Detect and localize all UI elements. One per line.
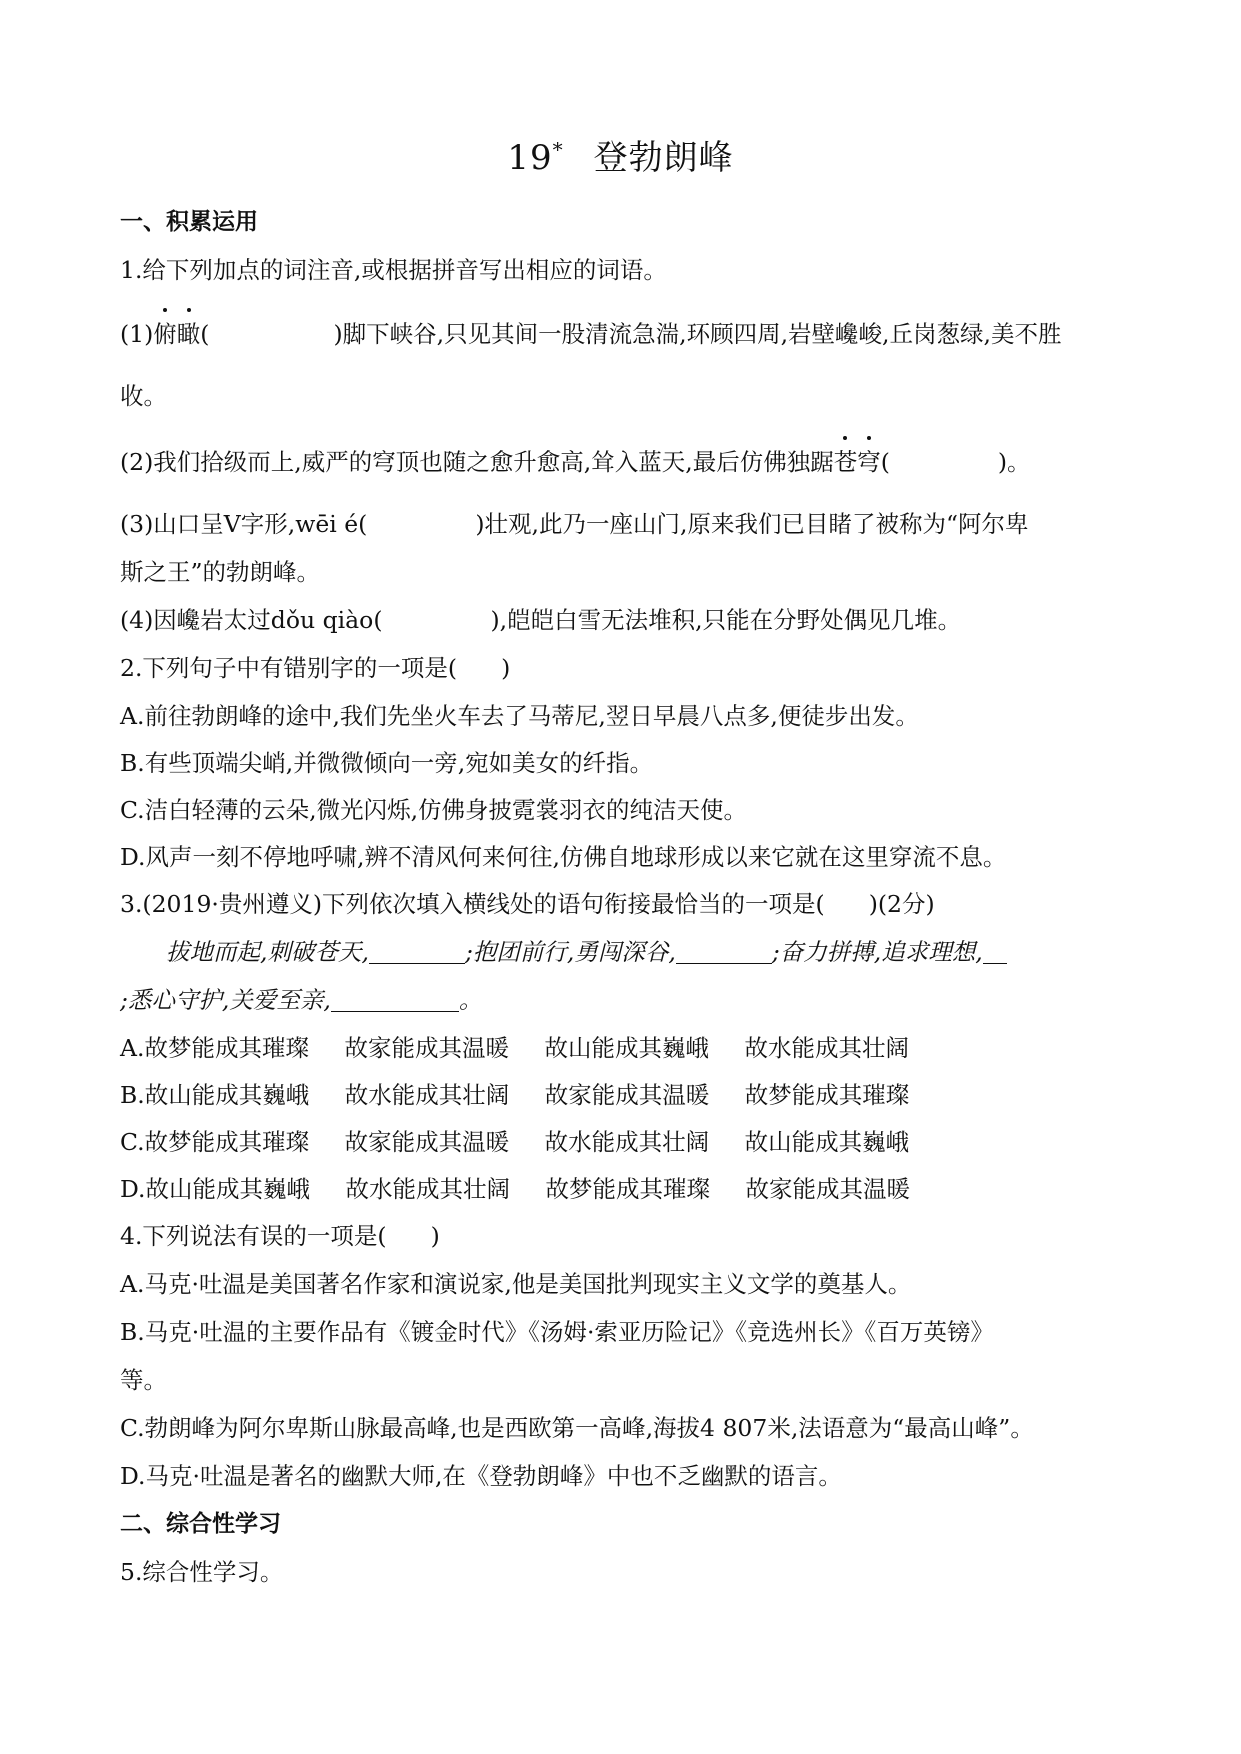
- q3-blank-3[interactable]: [983, 939, 1007, 964]
- q1-1-dotted-char-2: 瞰: [176, 320, 201, 348]
- q3-blank-4[interactable]: [331, 987, 459, 1012]
- page-title: [0, 130, 1241, 179]
- q3-stem: 3.(2019·贵州遵义)下列依次填入横线处的语句衔接最恰当的一项是( )(2分): [120, 890, 935, 918]
- q4-option-b: B.马克·吐温的主要作品有《镀金时代》《汤姆·索亚历险记》《竞选州长》《百万英镑》: [120, 1318, 994, 1346]
- q3-passage-line-1: 拔地而起,刺破苍天, ;抱团前行,勇闯深谷, ;奋力拼搏,追求理想,: [120, 936, 1176, 968]
- q2-option-b: B.有些顶端尖峭,并微微倾向一旁,宛如美女的纤指。: [120, 749, 654, 777]
- q1-stem: 1.给下列加点的词注音,或根据拼音写出相应的词语。: [120, 256, 667, 284]
- q1-1-number: (1): [120, 320, 154, 348]
- q4-option-b-wrap: 等。: [120, 1366, 167, 1394]
- q1-2-dotted-char-1: 苍: [833, 448, 858, 476]
- q1-2-number: (2): [120, 448, 154, 476]
- q1-3-text: 壮观,此乃一座山门,原来我们已目睹了被称为“阿尔卑: [484, 510, 1029, 538]
- title-star: *: [552, 137, 564, 162]
- q1-3-number: (3): [120, 510, 154, 538]
- q2-option-d: D.风声一刻不停地呼啸,辨不清风何来何往,仿佛自地球形成以来它就在这里穿流不息。: [120, 843, 1007, 871]
- q3-option-a: A.故梦能成其璀璨 故家能成其温暖 故山能成其巍峨 故水能成其壮阔: [120, 1034, 909, 1062]
- q2-option-a: A.前往勃朗峰的途中,我们先坐火车去了马蒂尼,翌日早晨八点多,便徒步出发。: [120, 702, 919, 730]
- q1-4-text: ,皑皑白雪无法堆积,只能在分野处偶见几堆。: [499, 606, 962, 634]
- q1-1-text: 脚下峡谷,只见其间一股清流急湍,环顾四周,岩壁巉峻,丘岗葱绿,美不胜: [342, 320, 1062, 348]
- q1-item-4: (4)因巉岩太过dǒu qiào( ),皑皑白雪无法堆积,只能在分野处偶见几堆。: [120, 606, 962, 634]
- title-text: 登勃朗峰: [593, 138, 734, 178]
- q1-4-number: (4): [120, 606, 154, 634]
- q3-option-d: D.故山能成其巍峨 故水能成其壮阔 故梦能成其璀璨 故家能成其温暖: [120, 1175, 910, 1203]
- q2-option-c: C.洁白轻薄的云朵,微光闪烁,仿佛身披霓裳羽衣的纯洁天使。: [120, 796, 748, 824]
- q2-stem: 2.下列句子中有错别字的一项是( ): [120, 654, 511, 682]
- q1-2-dotted-char-2: 穹: [857, 448, 881, 476]
- q3-blank-2[interactable]: [676, 939, 772, 964]
- q1-2-text: 我们拾级而上,威严的穹顶也随之愈升愈高,耸入蓝天,最后仿佛独踞: [153, 448, 834, 476]
- section-heading-2: 二、综合性学习: [120, 1511, 281, 1537]
- q5-stem: 5.综合性学习。: [120, 1558, 284, 1586]
- section-heading-1: 一、积累运用: [120, 209, 258, 235]
- q3-option-c: C.故梦能成其璀璨 故家能成其温暖 故水能成其壮阔 故山能成其巍峨: [120, 1128, 910, 1156]
- q1-4-text-before: 因巉岩太过dǒu qiào: [153, 606, 374, 634]
- title-number: 19: [507, 138, 553, 178]
- q1-item-1: (1)俯瞰( )脚下峡谷,只见其间一股清流急湍,环顾四周,岩壁巉峻,丘岗葱绿,美不胜: [120, 320, 1062, 348]
- q4-stem: 4.下列说法有误的一项是( ): [120, 1222, 440, 1250]
- q1-item-3-wrap: 斯之王”的勃朗峰。: [120, 558, 321, 586]
- q3-passage-line-2: ;悉心守护,关爱至亲, 。: [120, 986, 483, 1014]
- q1-3-text-before: 山口呈V字形,wēi é: [153, 510, 359, 538]
- q4-option-d: D.马克·吐温是著名的幽默大师,在《登勃朗峰》中也不乏幽默的语言。: [120, 1462, 842, 1490]
- q1-item-2: (2)我们拾级而上,威严的穹顶也随之愈升愈高,耸入蓝天,最后仿佛独踞苍穹( )。: [120, 448, 1031, 476]
- q1-item-3: (3)山口呈V字形,wēi é( )壮观,此乃一座山门,原来我们已目睹了被称为“阿尔卑: [120, 510, 1029, 538]
- q4-option-c: C.勃朗峰为阿尔卑斯山脉最高峰,也是西欧第一高峰,海拔4 807米,法语意为“最高山峰”。: [120, 1414, 1034, 1442]
- q3-option-b: B.故山能成其巍峨 故水能成其壮阔 故家能成其温暖 故梦能成其璀璨: [120, 1081, 910, 1109]
- q4-option-a: A.马克·吐温是美国著名作家和演说家,他是美国批判现实主义文学的奠基人。: [120, 1270, 912, 1298]
- q1-item-1-wrap: 收。: [120, 382, 167, 410]
- q3-blank-1[interactable]: [369, 939, 465, 964]
- q1-1-dotted-char-1: 俯: [153, 320, 177, 348]
